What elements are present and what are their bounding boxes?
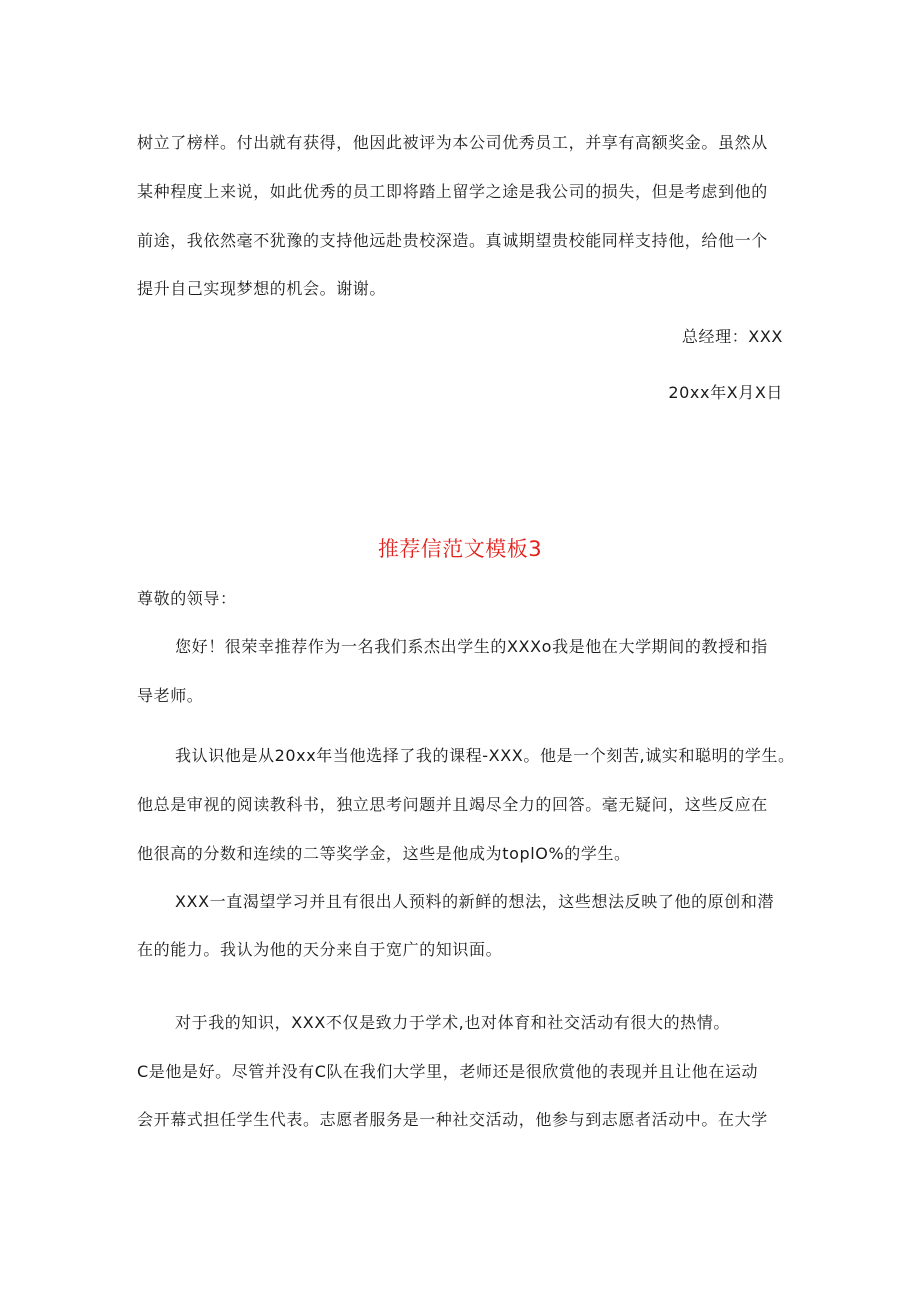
paragraph-line: 导老师。 xyxy=(137,686,204,705)
section-title: 推荐信范文模板3 xyxy=(377,537,543,561)
body-line: 提升自己实现梦想的机会。谢谢。 xyxy=(137,279,387,298)
salutation: 尊敬的领导： xyxy=(137,589,237,608)
paragraph-line: 我认识他是从20xx年当他选择了我的课程-XXX。他是一个刻苦,诚实和聪明的学生。 xyxy=(175,746,795,765)
paragraph-line: C是他是好。尽管并没有C队在我们大学里，老师还是很欣赏他的表现并且让他在运动 xyxy=(137,1062,759,1081)
paragraph-line: 对于我的知识，XXX不仅是致力于学术,也对体育和社交活动有很大的热情。 xyxy=(175,1013,730,1032)
body-line: 树立了榜样。付出就有获得，他因此被评为本公司优秀员工，并享有高额奖金。虽然从 xyxy=(137,133,768,152)
signature: 总经理：XXX xyxy=(681,327,783,346)
body-line: 某种程度上来说，如此优秀的员工即将踏上留学之途是我公司的损失，但是考虑到他的 xyxy=(137,182,768,201)
letter-date: 20xx年X月X日 xyxy=(668,383,783,402)
body-line: 前途，我依然毫不犹豫的支持他远赴贵校深造。真诚期望贵校能同样支持他，给他一个 xyxy=(137,231,768,250)
paragraph-line: 您好！很荣幸推荐作为一名我们系杰出学生的XXXo我是他在大学期间的教授和指 xyxy=(175,637,768,656)
paragraph-line: 他总是审视的阅读教科书，独立思考问题并且竭尽全力的回答。毫无疑问，这些反应在 xyxy=(137,795,768,814)
paragraph-line: 在的能力。我认为他的天分来自于宽广的知识面。 xyxy=(137,940,503,959)
paragraph-line: 他很高的分数和连续的二等奖学金，这些是他成为toplO%的学生。 xyxy=(137,844,631,863)
paragraph-line: XXX一直渴望学习并且有很出人预料的新鲜的想法，这些想法反映了他的原创和潜 xyxy=(175,892,775,911)
paragraph-line: 会开幕式担任学生代表。志愿者服务是一种社交活动，他参与到志愿者活动中。在大学 xyxy=(137,1110,768,1129)
